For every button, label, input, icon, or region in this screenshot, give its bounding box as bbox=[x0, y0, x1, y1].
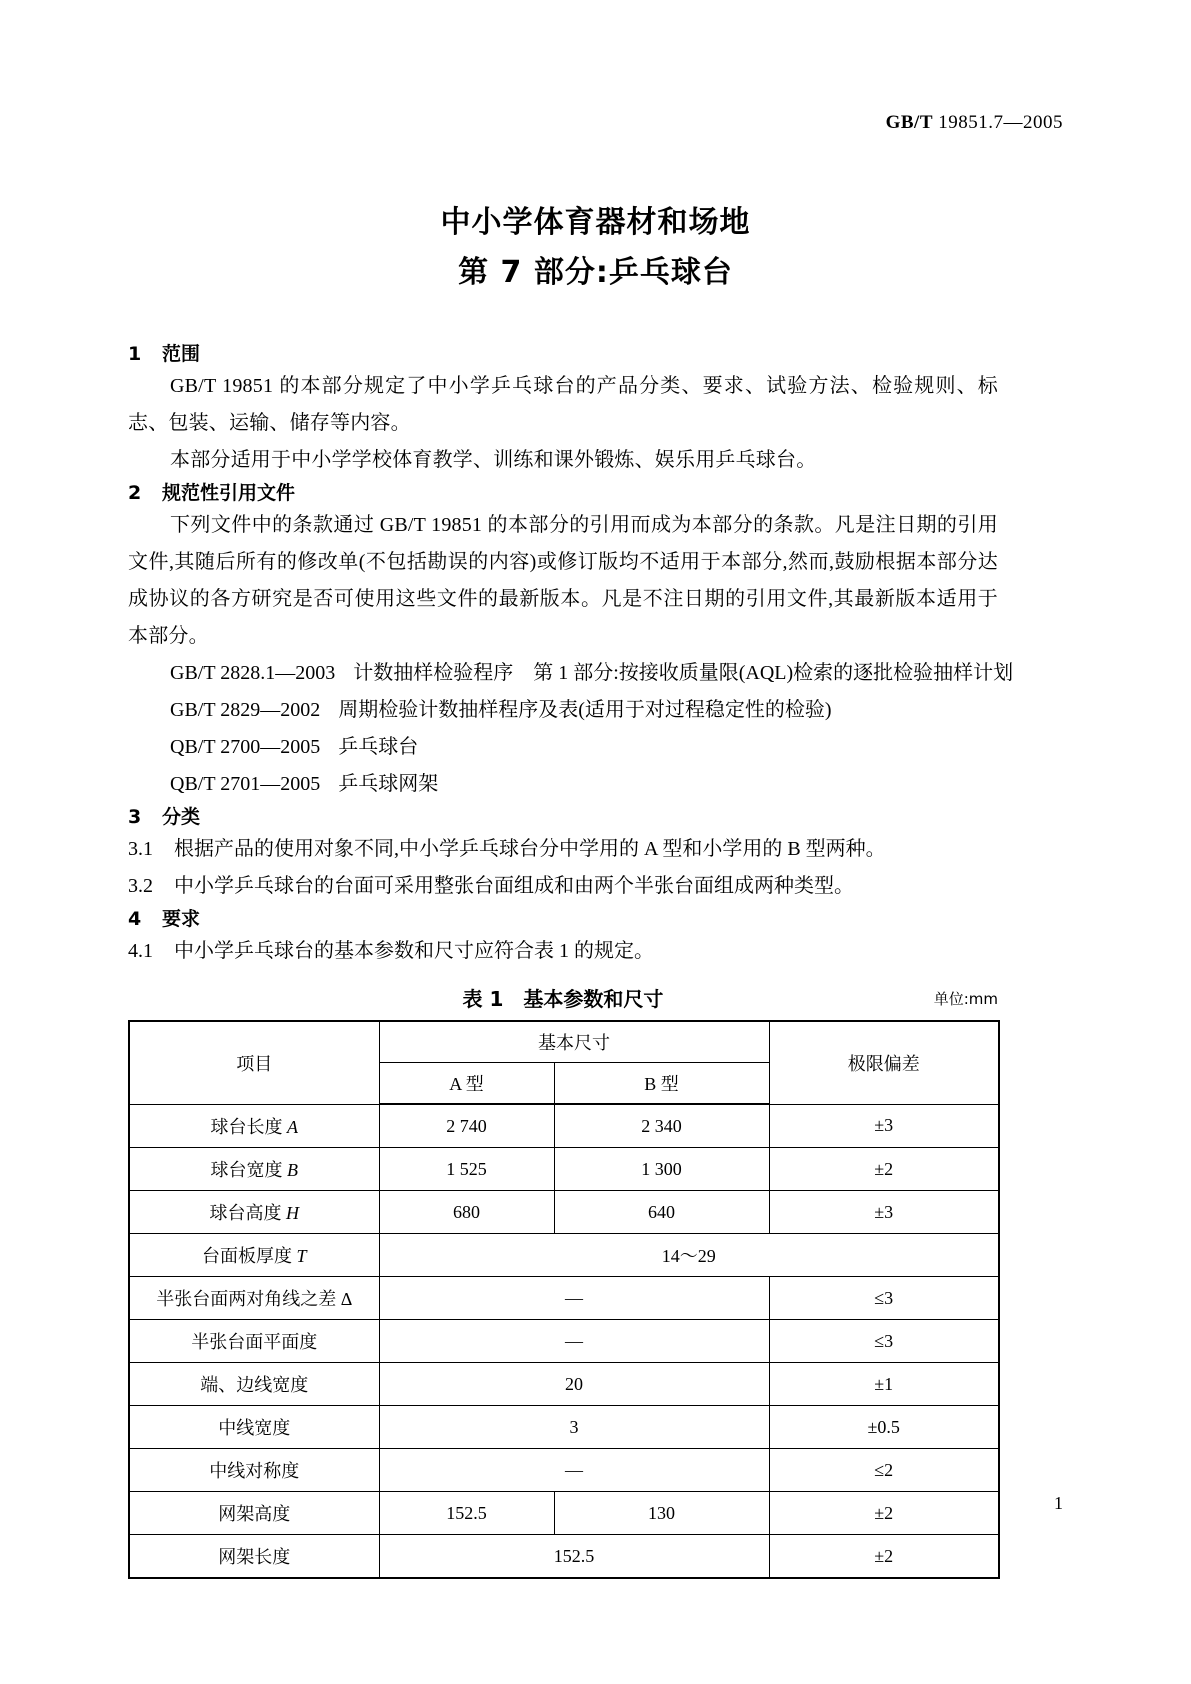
clause-1-title: 范围 bbox=[162, 343, 201, 365]
reference-title: 乒乓球台 bbox=[338, 736, 419, 758]
row-tolerance: ±1 bbox=[769, 1363, 999, 1406]
standard-number: 19851.7—2005 bbox=[938, 112, 1063, 133]
table-row bbox=[129, 1277, 999, 1320]
clause-2-heading bbox=[128, 479, 998, 507]
reference-code: QB/T 2700—2005 bbox=[170, 736, 321, 758]
row-item: 中线宽度 bbox=[129, 1406, 379, 1449]
table-row bbox=[129, 1449, 999, 1492]
table-unit-note: 单位:mm bbox=[933, 990, 998, 1008]
row-value-b: 1 300 bbox=[554, 1148, 769, 1191]
row-item-symbol: H bbox=[286, 1203, 299, 1223]
title-line-2: 第 7 部分:乒乓球台 bbox=[458, 255, 733, 290]
row-tolerance: ±3 bbox=[769, 1104, 999, 1148]
subclause-3-1-text: 根据产品的使用对象不同,中小学乒乓球台分中学用的 A 型和小学用的 B 型两种。 bbox=[174, 838, 886, 860]
clause-2-number: 2 bbox=[128, 482, 142, 504]
row-value-span-all: 14～29 bbox=[379, 1234, 999, 1277]
list-item bbox=[128, 692, 998, 729]
row-value-a: 152.5 bbox=[379, 1492, 554, 1535]
row-value-b: 130 bbox=[554, 1492, 769, 1535]
table-row bbox=[129, 1234, 999, 1277]
row-item bbox=[129, 1191, 379, 1234]
row-value-b: 2 340 bbox=[554, 1104, 769, 1148]
row-tolerance: ≤3 bbox=[769, 1277, 999, 1320]
table-row bbox=[129, 1492, 999, 1535]
table-row bbox=[129, 1104, 999, 1148]
clause-2-title: 规范性引用文件 bbox=[162, 482, 296, 504]
row-item: 中线对称度 bbox=[129, 1449, 379, 1492]
clause-3-number: 3 bbox=[128, 806, 142, 828]
row-item-symbol: A bbox=[287, 1116, 298, 1137]
reference-title: 计数抽样检验程序 第 1 部分:按接收质量限(AQL)检索的逐批检验抽样计划 bbox=[353, 662, 1014, 684]
clause-1-paragraph-2: 本部分适用于中小学学校体育教学、训练和课外锻炼、娱乐用乒乓球台。 bbox=[170, 449, 817, 471]
standard-prefix: GB/T bbox=[885, 112, 933, 133]
clause-3-heading bbox=[128, 803, 998, 831]
row-tolerance: ±0.5 bbox=[769, 1406, 999, 1449]
clause-4-number: 4 bbox=[128, 908, 142, 930]
subclause-4-1-number: 4.1 bbox=[128, 940, 153, 962]
row-value-span: 20 bbox=[379, 1363, 769, 1406]
subclause-3-2-text: 中小学乒乓球台的台面可采用整张台面组成和由两个半张台面组成两种类型。 bbox=[174, 875, 854, 897]
row-item-label: 球台高度 bbox=[209, 1203, 282, 1223]
header-tolerance: 极限偏差 bbox=[769, 1021, 999, 1104]
subclause-3-2-number: 3.2 bbox=[128, 875, 153, 897]
row-value-a: 680 bbox=[379, 1191, 554, 1234]
document-body bbox=[128, 340, 1014, 1579]
subclause-3-1-number: 3.1 bbox=[128, 838, 153, 860]
row-value-span: 152.5 bbox=[379, 1535, 769, 1579]
row-tolerance: ≤3 bbox=[769, 1320, 999, 1363]
row-tolerance: ±2 bbox=[769, 1148, 999, 1191]
header-type-a: A 型 bbox=[379, 1063, 554, 1105]
reference-code: GB/T 2829—2002 bbox=[170, 699, 321, 721]
subclause-4-1-text: 中小学乒乓球台的基本参数和尺寸应符合表 1 的规定。 bbox=[174, 940, 654, 962]
table-row bbox=[129, 1535, 999, 1579]
header-item: 项目 bbox=[129, 1021, 379, 1104]
table-header-row-1 bbox=[129, 1021, 999, 1063]
table-row bbox=[129, 1406, 999, 1449]
header-type-b: B 型 bbox=[554, 1063, 769, 1105]
list-item bbox=[128, 655, 1014, 692]
row-item: 网架高度 bbox=[129, 1492, 379, 1535]
list-item bbox=[128, 766, 998, 803]
row-item: 半张台面两对角线之差 Δ bbox=[129, 1277, 379, 1320]
table-1-caption: 表 1 基本参数和尺寸 bbox=[462, 987, 664, 1011]
subclause-3-1 bbox=[128, 831, 998, 868]
row-item: 半张台面平面度 bbox=[129, 1320, 379, 1363]
row-item-symbol: T bbox=[296, 1246, 307, 1266]
row-item-label: 台面板厚度 bbox=[201, 1246, 292, 1266]
row-item-symbol: B bbox=[287, 1160, 298, 1180]
reference-title: 周期检验计数抽样程序及表(适用于对过程稳定性的检验) bbox=[338, 699, 832, 721]
row-value-span: — bbox=[379, 1277, 769, 1320]
row-value-span: — bbox=[379, 1449, 769, 1492]
reference-title: 乒乓球网架 bbox=[338, 773, 439, 795]
clause-3-title: 分类 bbox=[162, 806, 201, 828]
row-tolerance: ±3 bbox=[769, 1191, 999, 1234]
row-item bbox=[129, 1104, 379, 1148]
reference-code: QB/T 2701—2005 bbox=[170, 773, 321, 795]
row-item: 网架长度 bbox=[129, 1535, 379, 1579]
row-item: 端、边线宽度 bbox=[129, 1363, 379, 1406]
normative-references-list bbox=[128, 655, 1014, 803]
running-header bbox=[0, 112, 1063, 134]
subclause-4-1 bbox=[128, 933, 998, 970]
row-value-a: 2 740 bbox=[379, 1104, 554, 1148]
table-caption-row bbox=[128, 984, 998, 1014]
header-basic-size: 基本尺寸 bbox=[379, 1021, 769, 1063]
row-value-span: 3 bbox=[379, 1406, 769, 1449]
row-tolerance: ±2 bbox=[769, 1492, 999, 1535]
row-item-label: 球台长度 bbox=[210, 1116, 283, 1137]
clause-1-number: 1 bbox=[128, 343, 142, 365]
page-number: 1 bbox=[1054, 1493, 1063, 1513]
row-tolerance: ±2 bbox=[769, 1535, 999, 1579]
row-item-label: 球台宽度 bbox=[210, 1160, 283, 1180]
table-row bbox=[129, 1363, 999, 1406]
page-title bbox=[0, 198, 1191, 298]
subclause-3-2 bbox=[128, 868, 998, 905]
row-tolerance: ≤2 bbox=[769, 1449, 999, 1492]
row-item bbox=[129, 1234, 379, 1277]
clause-2-paragraph-1: 下列文件中的条款通过 GB/T 19851 的本部分的引用而成为本部分的条款。凡是注日期的引用文件,其随后所有的修改单(不包括勘误的内容)或修订版均不适用于本部分,然而,鼓励根据本部分达成协议的各方研究是否可使用这些文件的最新版本。凡是不注日期的引用文件,其最新版本适用于本部分。 bbox=[128, 514, 998, 647]
reference-code: GB/T 2828.1—2003 bbox=[170, 662, 336, 684]
clause-1-paragraph-1: GB/T 19851 的本部分规定了中小学乒乓球台的产品分类、要求、试验方法、检验规则、标志、包装、运输、储存等内容。 bbox=[128, 375, 998, 434]
row-value-a: 1 525 bbox=[379, 1148, 554, 1191]
title-line-1: 中小学体育器材和场地 bbox=[440, 205, 751, 240]
clause-1-heading bbox=[128, 340, 998, 368]
list-item bbox=[128, 729, 998, 766]
row-value-span: — bbox=[379, 1320, 769, 1363]
clause-4-title: 要求 bbox=[162, 908, 201, 930]
table-1-block bbox=[128, 984, 998, 1579]
table-row bbox=[129, 1320, 999, 1363]
row-item bbox=[129, 1148, 379, 1191]
row-value-b: 640 bbox=[554, 1191, 769, 1234]
clause-4-heading bbox=[128, 905, 998, 933]
table-row bbox=[129, 1148, 999, 1191]
table-row bbox=[129, 1191, 999, 1234]
table-1-basic-parameters bbox=[128, 1020, 1000, 1579]
